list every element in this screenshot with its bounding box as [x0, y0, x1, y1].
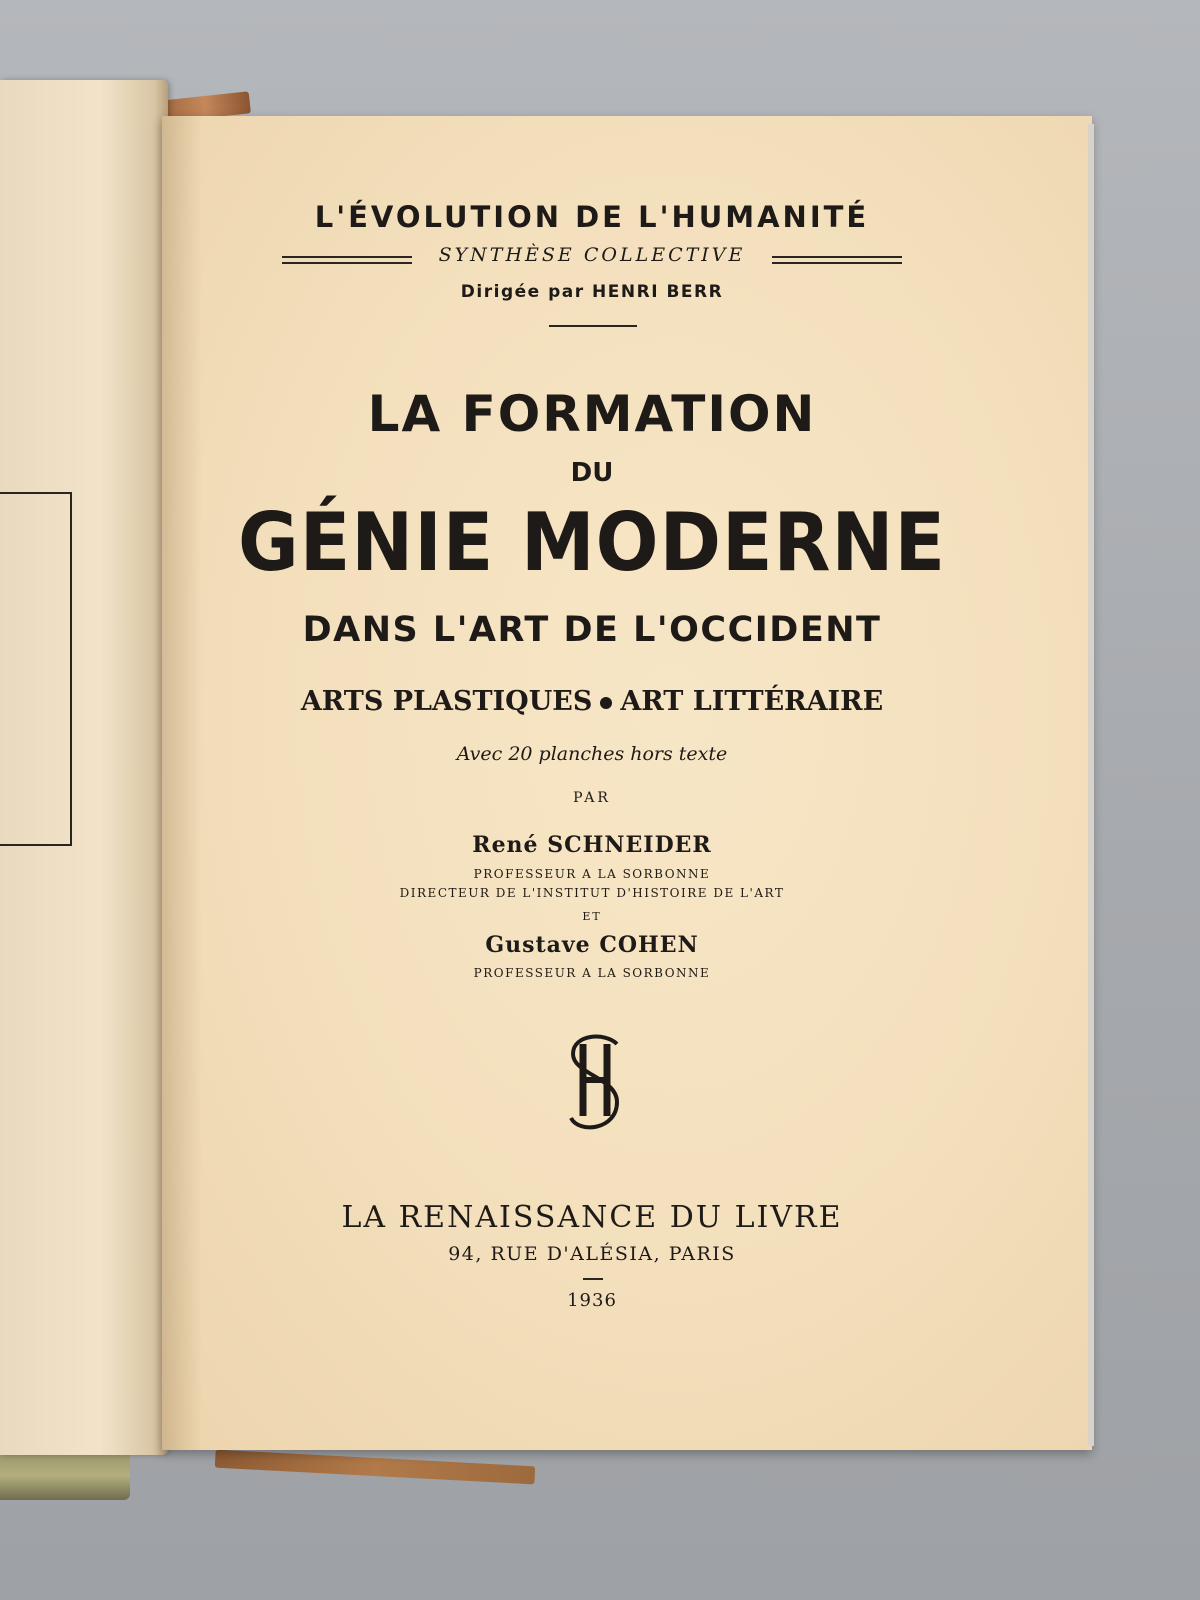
bullet-icon: [600, 697, 612, 709]
series-director: Dirigée par HENRI BERR: [460, 282, 724, 302]
series-subtitle-row: [282, 244, 902, 274]
author1-name: René SCHNEIDER: [472, 832, 712, 858]
series-subtitle: SYNTHÈSE COLLECTIVE: [438, 244, 746, 266]
plates-note: Avec 20 planches hors texte: [456, 743, 728, 765]
page-edge: [1088, 124, 1094, 1446]
subtitle-part-a: ARTS PLASTIQUES: [300, 686, 593, 717]
year-divider: [583, 1278, 603, 1280]
publisher-monogram-icon: [555, 1030, 635, 1140]
book-title-du: DU: [570, 458, 614, 488]
author2-name: Gustave COHEN: [485, 932, 699, 958]
book-subtitle-line1: DANS L'ART DE L'OCCIDENT: [302, 610, 882, 650]
double-rule-right: [772, 256, 902, 264]
left-page-frame: [0, 492, 72, 846]
double-rule-left: [282, 256, 412, 264]
publisher-address: 94, RUE D'ALÉSIA, PARIS: [448, 1243, 736, 1265]
monogram-svg: [555, 1030, 635, 1140]
book-title-line1: LA FORMATION: [367, 385, 817, 443]
publication-year: 1936: [567, 1290, 617, 1311]
author2-affiliation: PROFESSEUR A LA SORBONNE: [473, 966, 711, 980]
series-title: L'ÉVOLUTION DE L'HUMANITÉ: [314, 200, 870, 234]
author1-affiliation-1: PROFESSEUR A LA SORBONNE: [473, 867, 711, 881]
book-subtitle-line2: [162, 686, 1022, 717]
subtitle-part-b: ART LITTÉRAIRE: [620, 686, 884, 717]
author1-affiliation-2: DIRECTEUR DE L'INSTITUT D'HISTOIRE DE L'ART: [399, 886, 785, 900]
by-label: PAR: [573, 790, 611, 806]
section-divider: [549, 325, 637, 327]
publisher-name: LA RENAISSANCE DU LIVRE: [341, 1200, 843, 1235]
book-title-main: GÉNIE MODERNE: [237, 496, 947, 590]
and-label: ET: [582, 910, 602, 923]
